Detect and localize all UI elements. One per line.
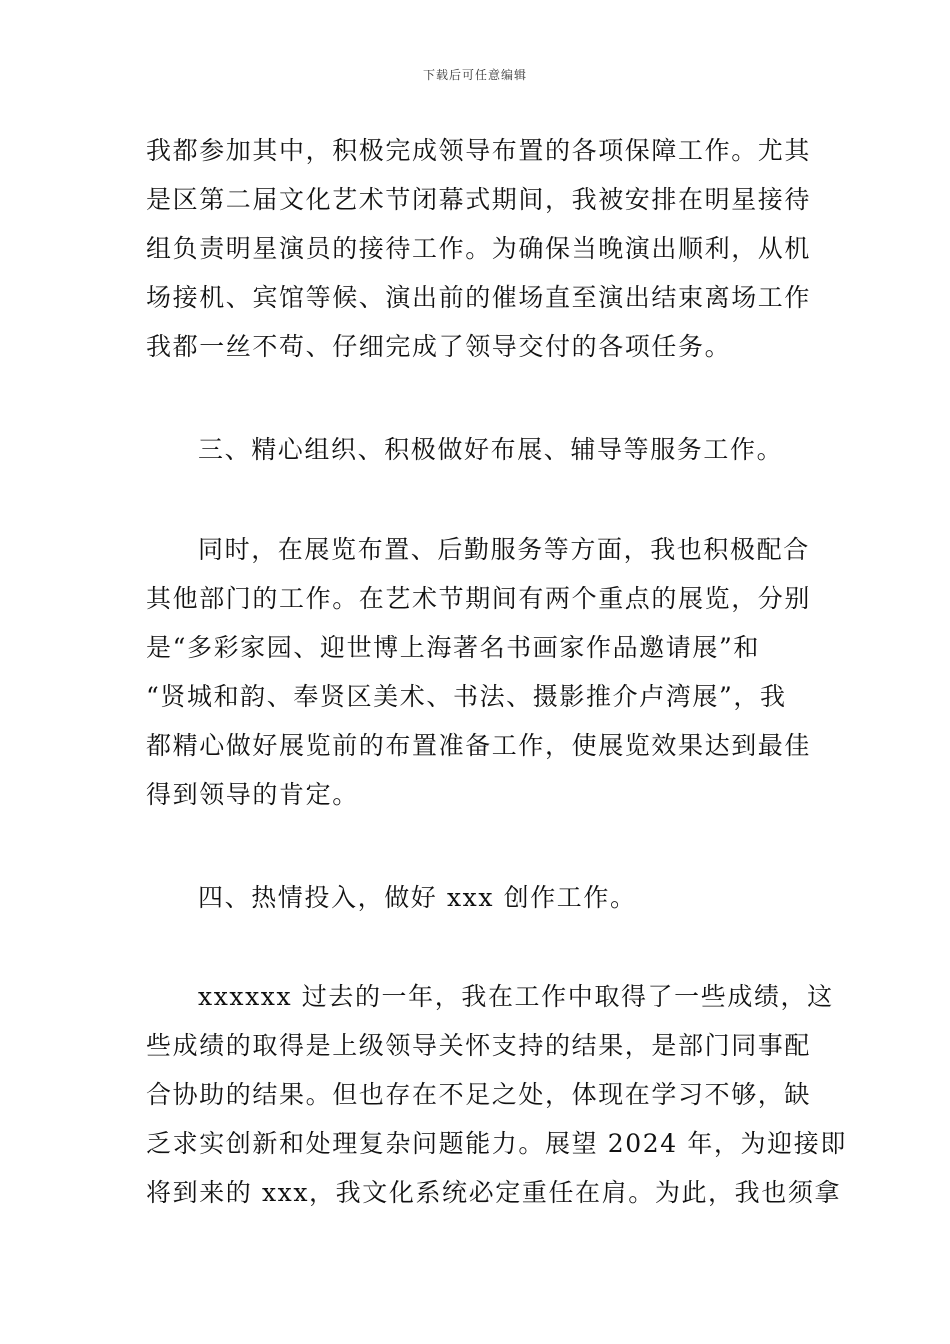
text-line: 场接机、宾馆等候、演出前的催场直至演出结束离场工作 <box>146 283 812 312</box>
text-line: 其他部门的工作。在艺术节期间有两个重点的展览，分别 <box>146 584 812 613</box>
text-line: xxxxxx 过去的一年，我在工作中取得了一些成绩，这 <box>198 982 834 1011</box>
page-header: 下载后可任意编辑 <box>422 68 527 82</box>
paragraph-3 <box>146 972 847 1217</box>
text-line: 是区第二届文化艺术节闭幕式期间，我被安排在明星接待 <box>146 185 812 214</box>
text-line: 乏求实创新和处理复杂问题能力。展望 2024 年，为迎接即 <box>146 1129 847 1158</box>
text-line: 合协助的结果。但也存在不足之处，体现在学习不够，缺 <box>146 1080 812 1109</box>
text-line: 组负责明星演员的接待工作。为确保当晚演出顺利，从机 <box>146 234 812 263</box>
heading-line: 三、精心组织、积极做好布展、辅导等服务工作。 <box>198 435 784 464</box>
paragraph-2 <box>146 525 810 819</box>
text-line: 同时，在展览布置、后勤服务等方面，我也积极配合 <box>198 535 810 564</box>
text-line: 我都一丝不苟、仔细完成了领导交付的各项任务。 <box>146 332 732 361</box>
text-line: “贤城和韵、奉贤区美术、书法、摄影推介卢湾展”，我 <box>146 682 787 711</box>
text-line: 是“多彩家园、迎世博上海著名书画家作品邀请展”和 <box>146 633 760 662</box>
heading-line: 四、热情投入，做好 xxx 创作工作。 <box>198 883 637 912</box>
section-heading-4 <box>146 873 810 922</box>
text-line: 些成绩的取得是上级领导关怀支持的结果，是部门同事配 <box>146 1031 812 1060</box>
text-line: 都精心做好展览前的布置准备工作，使展览效果达到最佳 <box>146 731 812 760</box>
text-line: 得到领导的肯定。 <box>146 780 359 809</box>
paragraph-1 <box>146 126 810 371</box>
section-heading-3 <box>146 425 810 474</box>
text-line: 将到来的 xxx，我文化系统必定重任在肩。为此，我也须拿 <box>146 1178 842 1207</box>
text-line: 我都参加其中，积极完成领导布置的各项保障工作。尤其 <box>146 136 812 165</box>
